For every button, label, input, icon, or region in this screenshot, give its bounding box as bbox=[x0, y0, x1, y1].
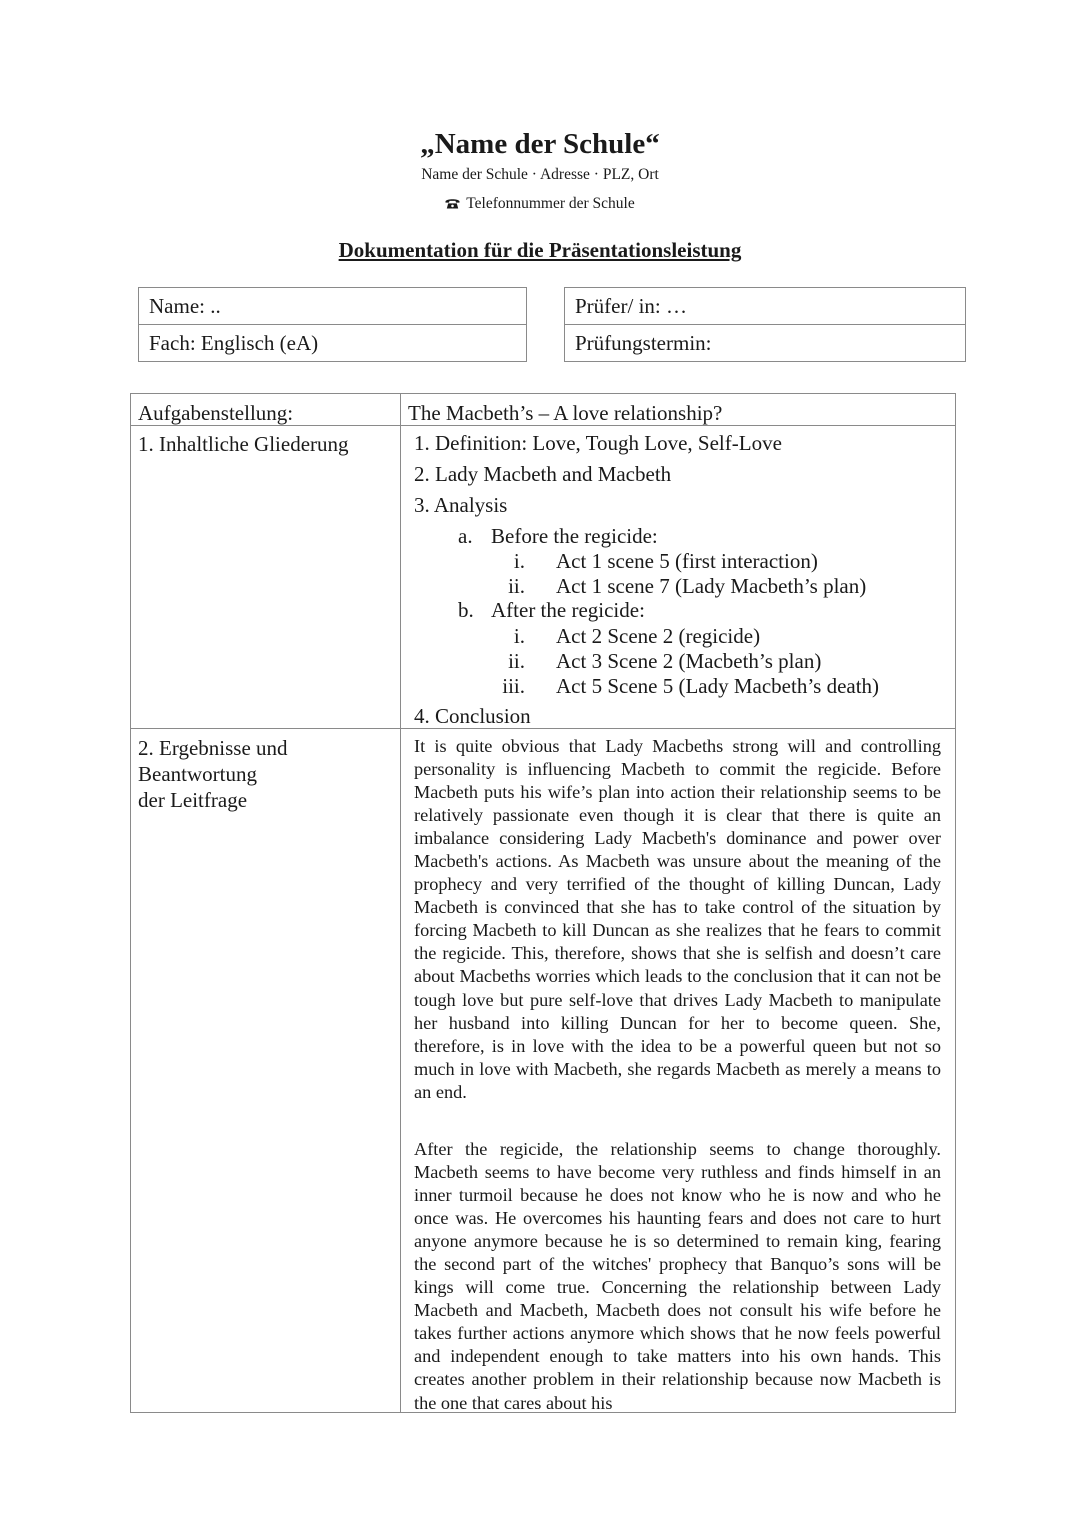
telephone-icon bbox=[445, 198, 460, 209]
school-address: Name der Schule · Adresse · PLZ, Ort bbox=[421, 166, 659, 183]
outline-item: 4. Conclusion bbox=[414, 704, 531, 728]
outline-item: Act 1 scene 7 (Lady Macbeth’s plan) bbox=[556, 574, 867, 598]
outline-marker: i. bbox=[513, 549, 525, 573]
outline-marker: ii. bbox=[508, 649, 525, 673]
examiner-field: Prüfer/ in: … bbox=[575, 294, 687, 318]
outline-item: Before the regicide: bbox=[491, 524, 658, 548]
outline-item: Act 1 scene 5 (first interaction) bbox=[556, 549, 818, 573]
outline-label: 1. Inhaltliche Gliederung bbox=[138, 432, 349, 456]
results-label bbox=[138, 735, 288, 813]
outline-item: 2. Lady Macbeth and Macbeth bbox=[414, 462, 672, 486]
phone-text: Telefonnummer der Schule bbox=[466, 195, 635, 212]
outline-marker: i. bbox=[513, 624, 525, 648]
student-name-field: Name: .. bbox=[149, 294, 221, 318]
outline-item: 3. Analysis bbox=[414, 493, 508, 517]
row-divider bbox=[131, 728, 955, 729]
documentation-table bbox=[130, 393, 956, 1413]
outline-marker: a. bbox=[458, 524, 473, 548]
outline-item: Act 2 Scene 2 (regicide) bbox=[556, 624, 761, 648]
subject-field: Fach: Englisch (eA) bbox=[139, 324, 526, 360]
outline-marker: ii. bbox=[508, 574, 525, 598]
outline-item: Act 3 Scene 2 (Macbeth’s plan) bbox=[556, 649, 822, 673]
outline-marker: b. bbox=[458, 598, 474, 622]
task-question: The Macbeth’s – A love relationship? bbox=[408, 401, 723, 425]
results-paragraph: It is quite obvious that Lady Macbeths strong will and controlling personality is influencing Macbeth to commit the regicide. Before Macbeth puts his wife’s plan into action their relationship seems to be relatively passionate even though it is clear that there is quite an imbalance considering Lady Macbeth's dominance and power over Macbeth's actions. As Macbeth was unsure about the meaning of the prophecy and very terrified of the thought of killing Duncan, Lady Macbeth is convinced that she has to take control of the situation by forcing Macbeth to kill Duncan as she realizes that he fears to commit the regicide. This, therefore, shows that she is selfish and doesn’t care about Macbeths worries which leads to the conclusion that it can not be tough love but pure self-love that drives Lady Macbeth to manipulate her husband into killing Duncan for her to become queen. She, therefore, is in love with the idea to be a powerful queen but not so much in love with Macbeth, she regards Macbeth as merely a means to an end. bbox=[414, 736, 941, 1102]
examiner-info-box bbox=[564, 287, 966, 362]
outline-item: 1. Definition: Love, Tough Love, Self-Love bbox=[414, 431, 782, 455]
school-name: „Name der Schule“ bbox=[420, 128, 660, 160]
results-paragraph: After the regicide, the relationship seems to change thoroughly. Macbeth seems to have become very ruthless and finds himself in an inner turmoil because he does not know who he is now and who he once was. He overcomes his haunting fears and does not care to hurt anyone anymore because he is so determined to remain king, fearing the second part of the witches' prophecy that Banquo’s sons will be kings will come true. Concerning the relationship between Lady Macbeth and Macbeth, Macbeth does not consult his wife before he takes further actions anymore which shows that he now feels powerful and independent enough to take matters into his own hands. This creates another problem in their relationship because now Macbeth is the one that cares about his bbox=[414, 1139, 941, 1413]
school-phone bbox=[0, 195, 1080, 213]
results-label-line: 2. Ergebnisse und bbox=[138, 736, 288, 760]
outline-item: After the regicide: bbox=[491, 598, 645, 622]
outline-item: Act 5 Scene 5 (Lady Macbeth’s death) bbox=[556, 674, 880, 698]
exam-date-field: Prüfungstermin: bbox=[565, 324, 965, 360]
student-info-box bbox=[138, 287, 527, 362]
results-label-line: Beantwortung bbox=[138, 762, 257, 786]
results-label-line: der Leitfrage bbox=[138, 788, 248, 812]
outline-marker: iii. bbox=[502, 674, 525, 698]
task-label: Aufgabenstellung: bbox=[138, 401, 294, 425]
column-divider bbox=[400, 394, 401, 1412]
document-title: Dokumentation für die Präsentationsleistung bbox=[338, 238, 742, 262]
